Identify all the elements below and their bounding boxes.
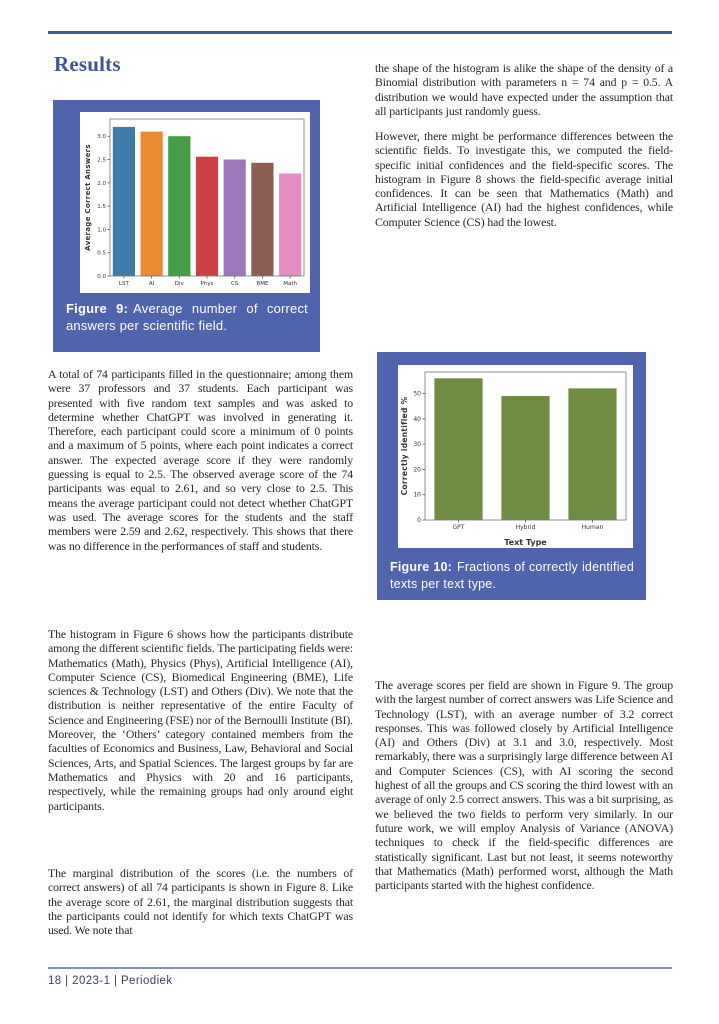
svg-text:GPT: GPT bbox=[452, 524, 465, 531]
figure-9-caption-text: Average number of correct answers per scientific field. bbox=[66, 301, 308, 333]
figure-9-caption-label: Figure 9: bbox=[66, 301, 129, 316]
top-divider bbox=[48, 31, 672, 34]
svg-text:Average Correct Answers: Average Correct Answers bbox=[84, 144, 92, 251]
figure-9-caption bbox=[66, 300, 308, 334]
figure-9-bar-chart bbox=[80, 112, 310, 293]
svg-text:Human: Human bbox=[581, 524, 604, 531]
svg-text:Hybrid: Hybrid bbox=[515, 524, 536, 531]
svg-text:Correctly identified %: Correctly identified % bbox=[400, 396, 409, 496]
right-column-paragraph-2: However, there might be performance differences between the scientific fields. To investigate this, we computed the field-specific initial confidences and the field-specific scores. The histogram in Figure 8 shows the field-specific average initial confidences. It can be seen that Mathematics (Math) and Artificial Intelligence (AI) had the highest confidences, while Computer Science (CS) had the lowest. bbox=[375, 129, 673, 229]
figure-10-chart-box bbox=[398, 365, 633, 548]
svg-text:1.0: 1.0 bbox=[97, 227, 106, 234]
figure-9-panel bbox=[53, 100, 320, 352]
svg-text:1.5: 1.5 bbox=[97, 204, 106, 211]
svg-text:LST: LST bbox=[118, 281, 129, 287]
svg-text:2.5: 2.5 bbox=[97, 157, 106, 164]
svg-text:3.0: 3.0 bbox=[97, 134, 106, 141]
left-column-paragraph-2: The histogram in Figure 6 shows how the participants distribute among the different scientific fields. The participating fields were: Mathematics (Math), Physics (Phys), Artificial Intelligence (AI), Computer Science (CS), Biomedical Engineering (BME), Life sciences & Technology (LST) and Others (Div). We note that the distribution is neither representative of the entire Faculty of Science and Engineering (FSE) nor of the Bernoulli Institute (BI). Moreover, the ‘Others’ category contained members from the faculties of Economics and Business, Law, Behavioral and Social Sciences, Arts, and Spatial Sciences. The largest groups by far are Mathematics and Physics with 20 and 16 participants, respectively, while the remaining groups had only around eight participants. bbox=[48, 627, 353, 813]
svg-text:0.5: 0.5 bbox=[97, 250, 106, 257]
figure-10-caption-label: Figure 10: bbox=[390, 560, 453, 574]
svg-text:20: 20 bbox=[413, 466, 421, 474]
figure-9-chart-box bbox=[80, 112, 310, 293]
svg-text:Phys: Phys bbox=[200, 281, 214, 287]
figure-10-panel bbox=[377, 352, 646, 600]
svg-text:40: 40 bbox=[413, 415, 421, 423]
page-title: Results bbox=[54, 52, 121, 76]
svg-text:2.0: 2.0 bbox=[97, 180, 106, 187]
right-column-paragraph-1: the shape of the histogram is alike the shape of the density of a Binomial distribution with parameters n = 74 and p = 0.5. A distribution we would have expected under the assumption that all participants just randomly guess. bbox=[375, 61, 673, 118]
svg-text:CS: CS bbox=[231, 281, 239, 287]
page-footer: 18 | 2023-1 | Periodiek bbox=[48, 975, 173, 987]
svg-text:30: 30 bbox=[413, 441, 421, 449]
svg-text:50: 50 bbox=[413, 390, 421, 398]
figure-10-bar-chart bbox=[398, 365, 633, 548]
figure-10-caption-text: Fractions of correctly identified texts per text type. bbox=[390, 560, 634, 591]
svg-text:0: 0 bbox=[417, 517, 421, 524]
left-column-paragraph-1: A total of 74 participants filled in the questionnaire; among them were 37 professors and 37 students. Each participant was presented with five random text samples and was asked to determine whether ChatGPT was involved in generating it. Therefore, each participant could score a minimum of 0 points and a maximum of 5 points, where each point indicates a correct answer. The expected average score if they were randomly guessing is equal to 2.5. The observed average score of the 74 participants was equal to 2.61, and so very close to 2.5. This means the average participant could not detect whether ChatGPT was used. The average scores for the students and the staff members were 2.59 and 2.62, respectively. This shows that there was no difference in the performances of staff and students. bbox=[48, 367, 353, 553]
right-column-paragraph-3: The average scores per field are shown in Figure 9. The group with the largest number of correct answers was Life Science and Technology (LST), with an average number of 3.2 correct responses. This was followed closely by Artificial Intelligence (AI) and Others (Div) at 3.1 and 3.0, respectively. Most remarkably, there was a surprisingly large difference between AI and Computer Sciences (CS), with AI scoring the second highest of all the groups and CS scoring the third lowest with an average of only 2.5 correct answers. This was a bit surprising, as we believed the two fields to perform very similarly. In our future work, we will employ Analysis of Variance (ANOVA) techniques to check if the field-specific differences are statistically significant. Last but not least, it seems noteworthy that Mathematics (Math) performed worst, although the Math participants started with the highest confidence. bbox=[375, 678, 673, 893]
left-column-paragraph-3: The marginal distribution of the scores (i.e. the numbers of correct answers) of all 74 participants is shown in Figure 8. Like the average score of 2.61, the marginal distribution suggests that the participants could not identify for which texts ChatGPT was used. We note that bbox=[48, 866, 353, 938]
svg-text:BME: BME bbox=[256, 281, 269, 287]
svg-text:Div: Div bbox=[174, 281, 184, 287]
figure-10-caption bbox=[390, 559, 634, 592]
footer-divider bbox=[48, 967, 672, 969]
svg-text:Text Type: Text Type bbox=[504, 538, 547, 547]
svg-text:Math: Math bbox=[283, 281, 298, 287]
svg-text:10: 10 bbox=[413, 491, 421, 499]
svg-text:0.0: 0.0 bbox=[97, 274, 106, 280]
svg-text:AI: AI bbox=[148, 281, 155, 287]
